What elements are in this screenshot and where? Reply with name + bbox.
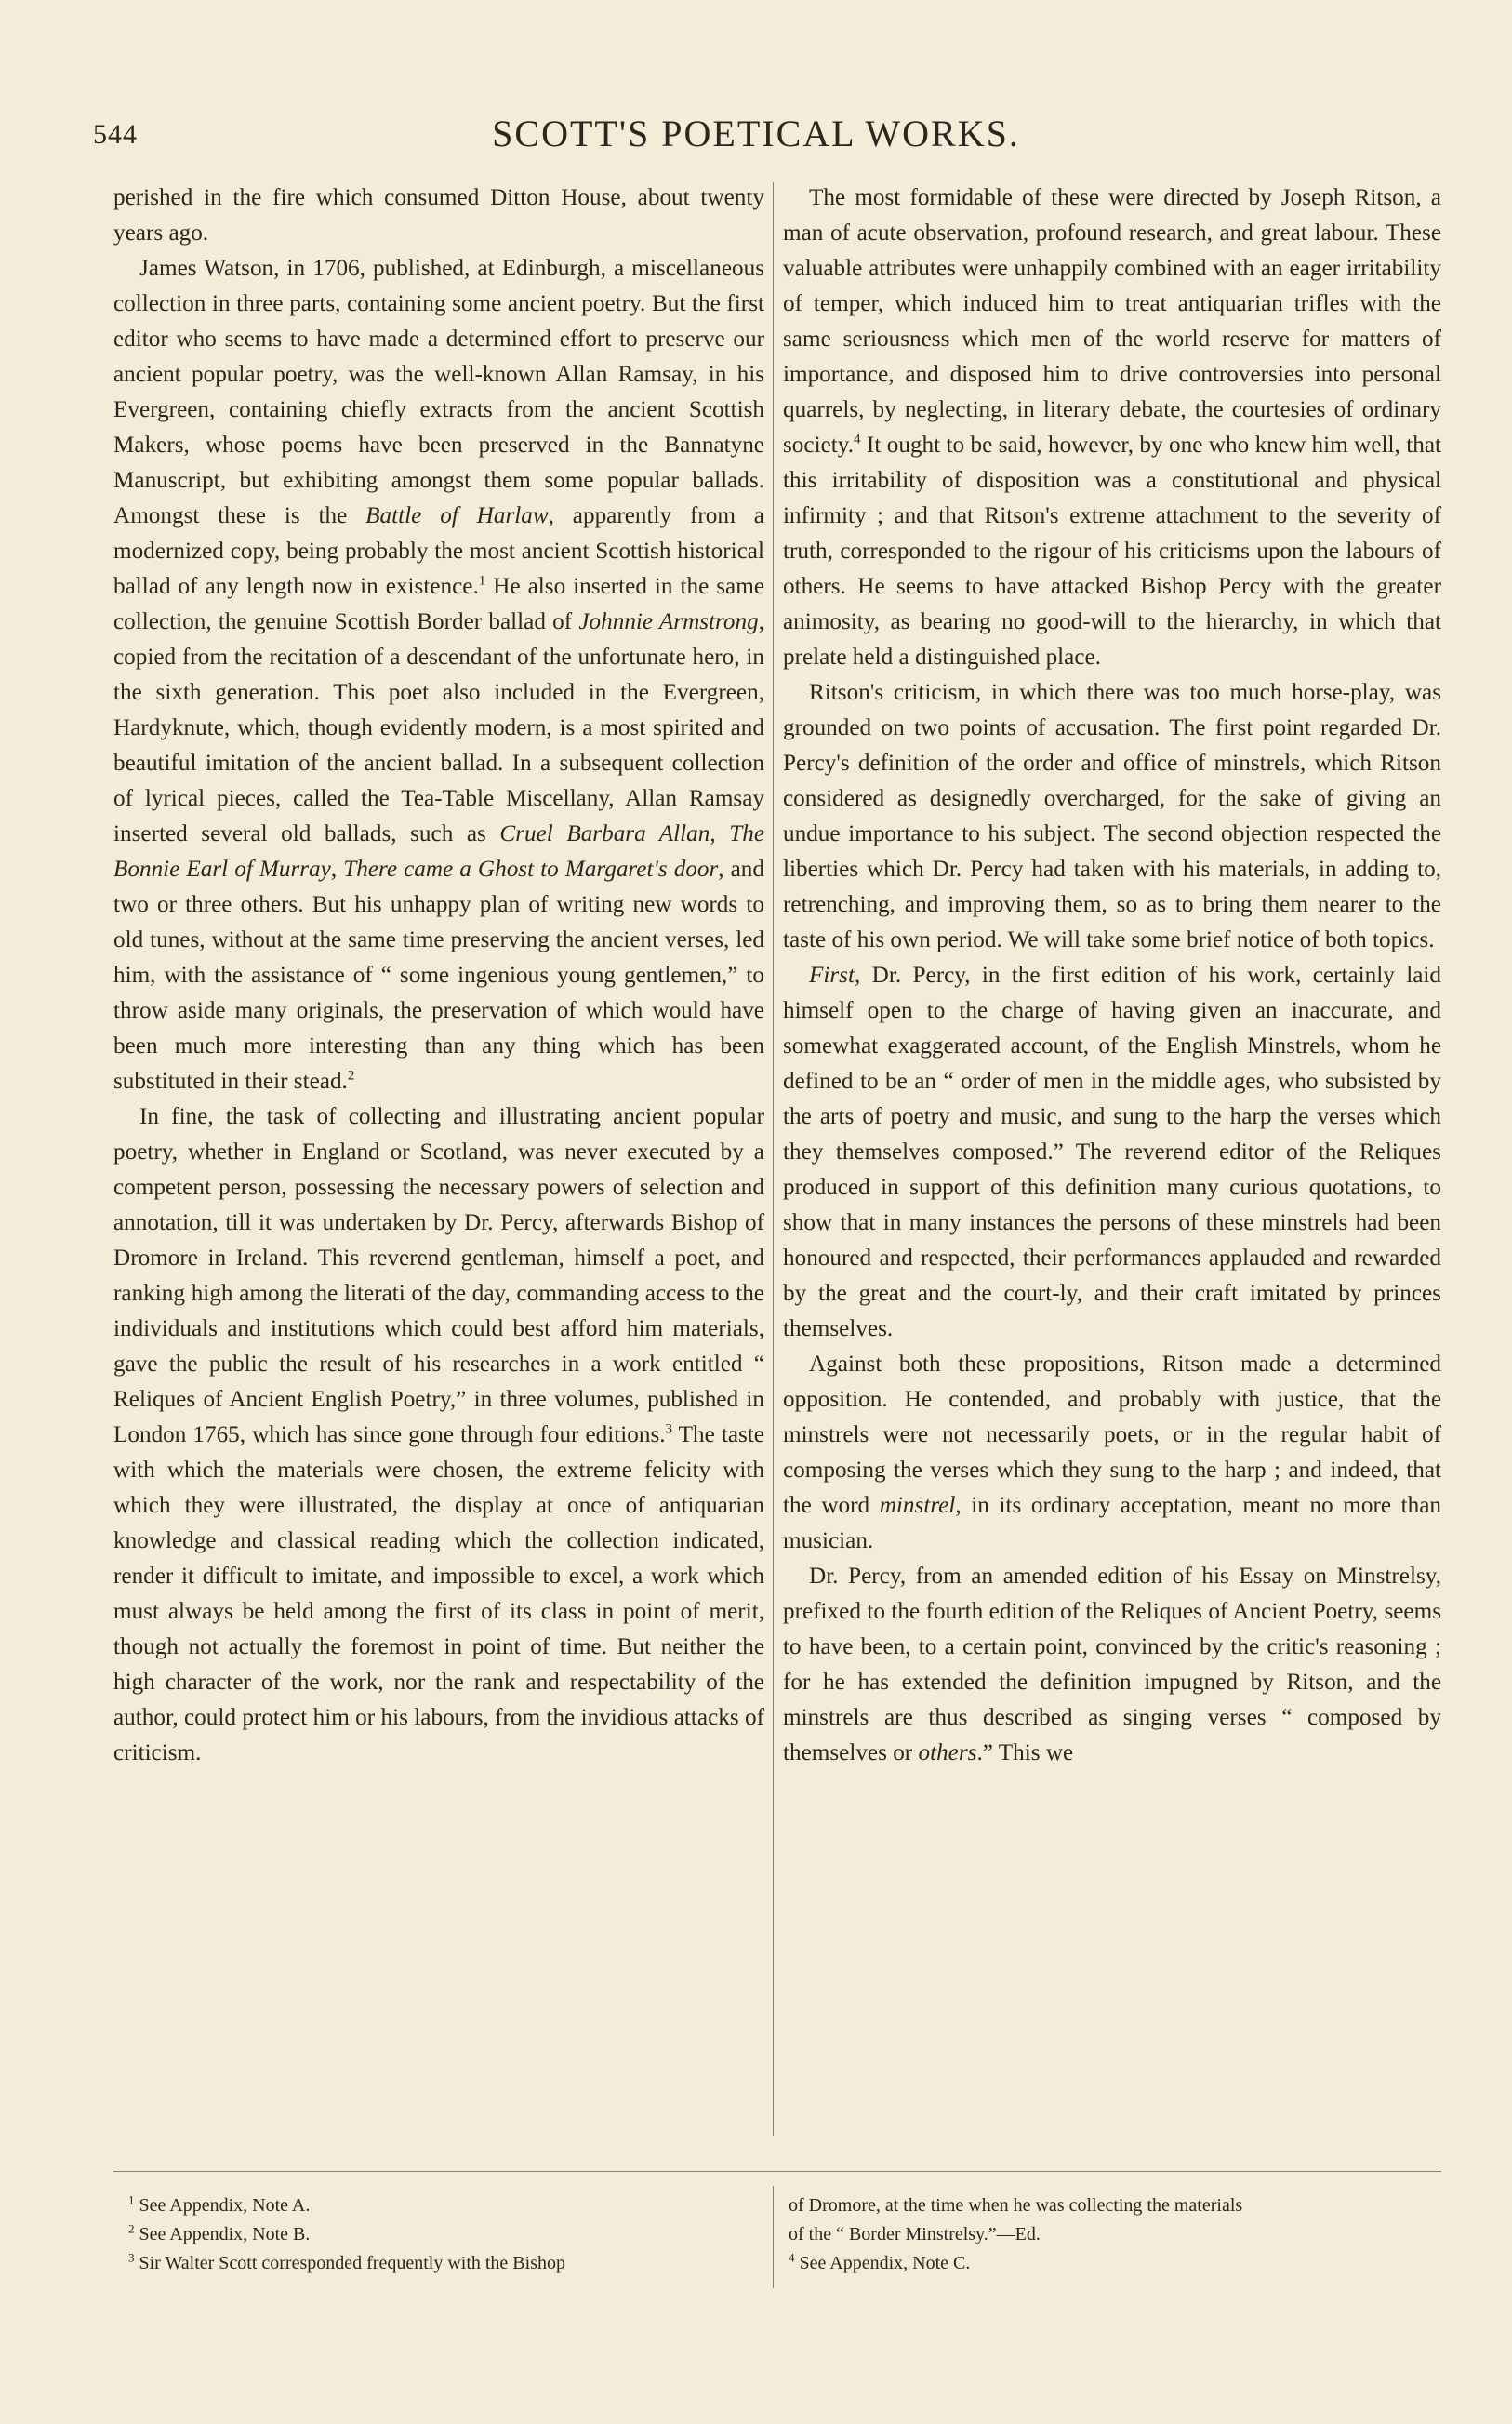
- paragraph: James Watson, in 1706, published, at Edinburgh, a miscellaneous collection in three parts, containing some ancient poetry. But the first editor who seems to have made a determined effort to preserve our ancient popular poetry, was the well-known Allan Ramsay, in his Evergreen, containing chiefly extracts from the ancient Scottish Makers, whose poems have been preserved in the Bannatyne Manuscript, but exhibiting amongst them some popular ballads. Amongst these is the Battle of Harlaw, apparently from a modernized copy, being probably the most ancient Scottish historical ballad of any length now in existence.$^1$ He also inserted in the same collection, the genuine Scottish Border ballad of Johnnie Armstrong, copied from the recitation of a descendant of the unfortunate hero, in the sixth generation. This poet also included in the Evergreen, Hardyknute, which, though evidently modern, is a most spirited and beautiful imitation of the ancient ballad. In a subsequent collection of lyrical pieces, called the Tea-Table Miscellany, Allan Ramsay inserted several old ballads, such as Cruel Barbara Allan, The Bonnie Earl of Murray, There came a Ghost to Margaret's door, and two or three others. But his unhappy plan of writing new words to old tunes, without at the same time preserving the ancient verses, led him, with the assistance of “ some ingenious young gentlemen,” to throw aside many originals, the preservation of which would have been much more interesting than any thing which has been substituted in their stead.$^2$: [113, 256, 765, 1094]
- footnote: $^2$ See Appendix, Note B.: [128, 2221, 311, 2244]
- footnote: $^4$ See Appendix, Note C.: [789, 2250, 971, 2273]
- footnote-ref: 1: [478, 573, 486, 589]
- paragraph: First, Dr. Percy, in the first edition of his work, certainly laid himself open to the charge of having given an inaccurate, and somewhat exaggerated account, of the English Minstrels, whom he defined to be an “ order of men in the middle ages, who subsisted by the arts of poetry and music, and sung to the harp the verses which they themselves composed.” The reverend editor of the Reliques produced in support of this definition many curious quotations, to show that in many instances the persons of these minstrels had been honoured and respected, their performances applauded and rewarded by the great and the court-ly, and their craft imitated by princes themselves.: [783, 963, 1441, 1341]
- left-column: [113, 180, 764, 1771]
- footnote: $^3$ Sir Walter Scott corresponded frequently with the Bishop: [128, 2250, 565, 2273]
- footnotes-right: [789, 2191, 1439, 2278]
- footnote-continuation: of the “ Border Minstrelsy.”—Ed.: [789, 2224, 1041, 2244]
- footnote-continuation: of Dromore, at the time when he was collecting the materials: [789, 2195, 1243, 2216]
- footnote-ref: 4: [854, 432, 861, 447]
- right-column: [783, 180, 1441, 1771]
- paragraph: Against both these propositions, Ritson made a determined opposition. He contended, and probably with justice, that the minstrels were not necessarily poets, or in the regular habit of composing the verses which they sung to the harp ; and indeed, that the word minstrel, in its ordinary acceptation, meant no more than musician.: [783, 1352, 1441, 1553]
- ballad-title: Johnnie Armstrong: [578, 609, 759, 634]
- footnote-column-divider: [773, 2186, 774, 2288]
- ballad-title: Battle of Harlaw: [365, 503, 549, 528]
- column-divider: [773, 182, 774, 2136]
- emphasis: minstrel: [879, 1493, 956, 1518]
- page-header-title: SCOTT'S POETICAL WORKS.: [492, 113, 1020, 154]
- paragraph: Ritson's criticism, in which there was too much horse-play, was grounded on two points of accusation. The first point regarded Dr. Percy's definition of the order and office of minstrels, which Ritson considered as designedly overcharged, for the sake of giving an undue importance to his subject. The second objection respected the liberties which Dr. Percy had taken with his materials, in adding to, retrenching, and improving them, so as to bring them nearer to the taste of his own period. We will take some brief notice of both topics.: [783, 680, 1441, 952]
- footnote-ref: 2: [347, 1068, 355, 1084]
- paragraph: Dr. Percy, from an amended edition of his Essay on Minstrelsy, prefixed to the fourth edition of the Reliques of Ancient Poetry, seems to have been, to a certain point, convinced by the critic's reasoning ; for he has extended the definition impugned by Ritson, and the minstrels are thus described as singing verses “ composed by themselves or others.” This we: [783, 1564, 1441, 1765]
- running-head: [0, 112, 1512, 158]
- footnotes-left: [128, 2191, 761, 2278]
- footnote-ref: 3: [665, 1421, 673, 1437]
- ballad-title: Cruel Barbara Allan: [499, 821, 710, 846]
- ballad-title: The Bonnie Earl of Murray: [113, 821, 765, 882]
- paragraph: The most formidable of these were directed by Joseph Ritson, a man of acute observation, profound research, and great labour. These valuable attributes were unhappily combined with an eager irritability of temper, which induced him to treat antiquarian trifles with the same seriousness which men of the world reserve for matters of importance, and disposed him to drive controversies into personal quarrels, by neglecting, in literary debate, the courtesies of ordinary society.$^4$ It ought to be said, however, by one who knew him well, that this irritability of disposition was a constitutional and physical infirmity ; and that Ritson's extreme attachment to the severity of truth, corresponded to the rigour of his criticisms upon the labours of others. He seems to have attacked Bishop Percy with the greater animosity, as bearing no good-will to the hierarchy, in which that prelate held a distinguished place.: [783, 185, 1441, 670]
- paragraph: perished in the fire which consumed Ditton House, about twenty years ago.: [113, 185, 764, 246]
- footnote: $^1$ See Appendix, Note A.: [128, 2192, 311, 2216]
- paragraph: In fine, the task of collecting and illustrating ancient popular poetry, whether in England or Scotland, was never executed by a competent person, possessing the necessary powers of selection and annotation, till it was undertaken by Dr. Percy, afterwards Bishop of Dromore in Ireland. This reverend gentleman, himself a poet, and ranking high among the literati of the day, commanding access to the individuals and institutions which could best afford him materials, gave the public the result of his researches in a work entitled “ Reliques of Ancient English Poetry,” in three volumes, published in London 1765, which has since gone through four editions.$^3$ The taste with which the materials were chosen, the extreme felicity with which they were illustrated, the display at once of antiquarian knowledge and classical reading which the collection indicated, render it difficult to imitate, and impossible to excel, a work which must always be held among the first of its class in point of merit, though not actually the foremost in point of time. But neither the high character of the work, nor the rank and respectability of the author, could protect him or his labours, from the invidious attacks of criticism.: [113, 1104, 764, 1765]
- footnote-rule: [113, 2171, 1441, 2172]
- emphasis: First: [809, 963, 855, 988]
- emphasis: others: [918, 1740, 977, 1765]
- ballad-title: There came a Ghost to Margaret's door: [343, 857, 719, 882]
- page-number: 544: [93, 119, 138, 150]
